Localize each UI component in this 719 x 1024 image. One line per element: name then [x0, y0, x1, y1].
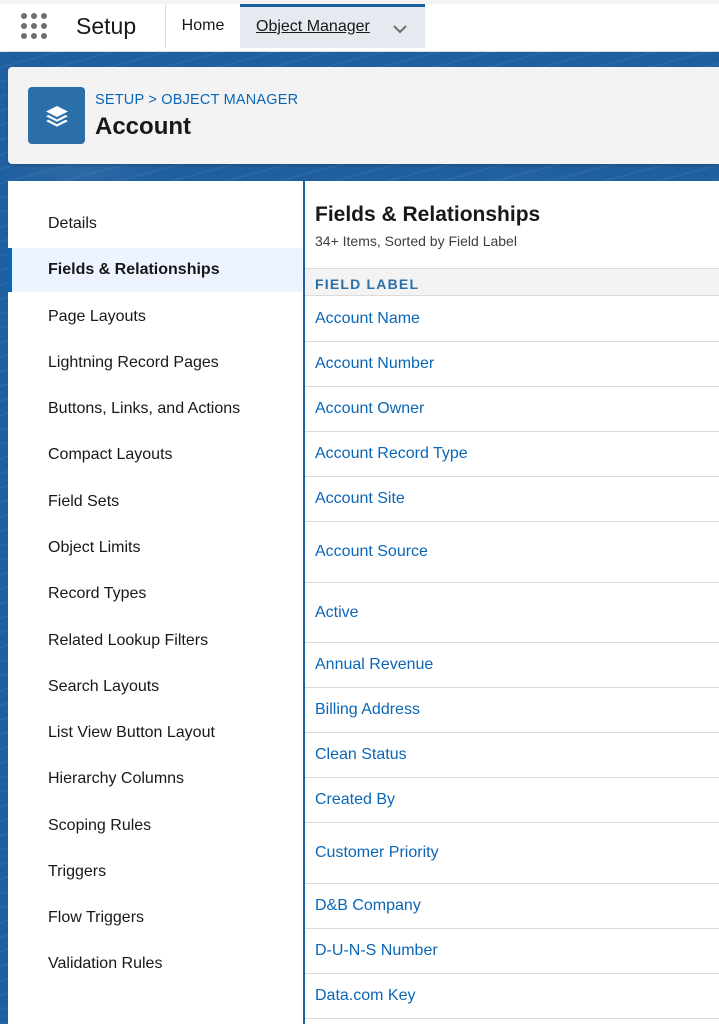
fields-relationships-panel [305, 181, 719, 1024]
sidebar-item-label: Fields & Relationships [48, 261, 220, 278]
field-link[interactable]: Active [315, 603, 359, 621]
app-launcher-grid-icon[interactable] [18, 10, 50, 42]
sidebar-item-label: Related Lookup Filters [48, 632, 209, 649]
sidebar-item-hierarchy-columns[interactable] [8, 757, 303, 801]
object-header [8, 67, 719, 164]
sidebar-item-label: Scoping Rules [48, 817, 152, 834]
sidebar-item-fields-relationships[interactable] [8, 248, 303, 292]
section-title: Fields & Relationships [315, 203, 541, 226]
table-row [305, 583, 719, 643]
breadcrumb-object-manager-link[interactable]: OBJECT MANAGER [161, 92, 299, 108]
sidebar-item-compact-layouts[interactable] [8, 433, 303, 477]
table-row [305, 929, 719, 974]
tab-object-manager[interactable] [240, 4, 425, 48]
field-link[interactable]: Billing Address [315, 701, 420, 718]
app-title: Setup [76, 13, 137, 39]
sidebar-item-label: Record Types [48, 585, 147, 602]
field-link[interactable]: Account Name [315, 309, 420, 327]
sidebar-item-validation-rules[interactable] [8, 942, 303, 986]
column-header-label: FIELD LABEL [315, 276, 420, 292]
sidebar-item-related-lookup-filters[interactable] [8, 619, 303, 663]
table-row [305, 823, 719, 884]
sidebar-item-label: Hierarchy Columns [48, 770, 185, 787]
global-header [0, 0, 719, 52]
sidebar-item-label: Validation Rules [48, 955, 163, 972]
sidebar-item-list-view-button-layout[interactable] [8, 711, 303, 755]
field-link[interactable]: Data.com Key [315, 987, 416, 1004]
layers-icon [28, 87, 85, 144]
sidebar-item-label: Lightning Record Pages [48, 354, 219, 371]
field-link[interactable]: Account Site [315, 490, 405, 507]
sidebar-item-triggers[interactable] [8, 850, 303, 894]
table-row [305, 342, 719, 387]
field-link[interactable]: Account Source [315, 543, 428, 560]
table-row [305, 432, 719, 477]
sidebar-item-field-sets[interactable] [8, 480, 303, 524]
field-link[interactable]: Customer Priority [315, 844, 439, 861]
breadcrumb [95, 92, 298, 108]
field-link[interactable]: Created By [315, 791, 396, 808]
tab-home[interactable] [166, 4, 240, 48]
sidebar-item-record-types[interactable] [8, 572, 303, 616]
breadcrumb-setup-link[interactable]: SETUP [95, 92, 145, 108]
sidebar-item-label: Compact Layouts [48, 446, 173, 463]
field-link[interactable]: Account Record Type [315, 445, 468, 462]
column-header-field-label[interactable] [305, 268, 719, 296]
sidebar-item-label: Search Layouts [48, 678, 160, 695]
table-row [305, 296, 719, 342]
sidebar-item-details[interactable] [8, 202, 303, 246]
page-title: Account [95, 113, 191, 140]
field-link[interactable]: Annual Revenue [315, 656, 434, 673]
table-row [305, 974, 719, 1019]
sidebar-item-label: Object Limits [48, 539, 141, 556]
sidebar-item-label: Field Sets [48, 493, 120, 510]
sidebar-item-label: Details [48, 215, 97, 232]
section-subtitle: 34+ Items, Sorted by Field Label [315, 233, 517, 249]
sidebar-item-search-layouts[interactable] [8, 665, 303, 709]
table-row [305, 643, 719, 688]
sidebar-item-buttons-links-actions[interactable] [8, 387, 303, 431]
sidebar-item-label: List View Button Layout [48, 724, 215, 741]
breadcrumb-separator: > [148, 92, 157, 108]
sidebar-item-label: Flow Triggers [48, 909, 145, 926]
sidebar-item-object-limits[interactable] [8, 526, 303, 570]
sidebar-item-scoping-rules[interactable] [8, 804, 303, 848]
table-row [305, 387, 719, 432]
field-link[interactable]: Clean Status [315, 746, 407, 763]
sidebar-item-label: Buttons, Links, and Actions [48, 400, 241, 417]
field-link[interactable]: D&B Company [315, 897, 421, 914]
field-link[interactable]: Account Owner [315, 400, 425, 417]
table-row [305, 884, 719, 929]
sidebar-item-flow-triggers[interactable] [8, 896, 303, 940]
table-row [305, 778, 719, 823]
sidebar-item-label: Triggers [48, 863, 107, 880]
tab-object-manager-label: Object Manager [256, 18, 370, 35]
tab-home-label: Home [181, 17, 225, 34]
sidebar-item-label: Page Layouts [48, 308, 146, 325]
sidebar-item-page-layouts[interactable] [8, 295, 303, 339]
chevron-down-icon[interactable] [392, 22, 408, 34]
object-sidebar [8, 181, 303, 1024]
sidebar-item-lightning-record-pages[interactable] [8, 341, 303, 385]
field-link[interactable]: Account Number [315, 355, 435, 372]
table-row [305, 688, 719, 733]
table-row [305, 477, 719, 522]
field-link[interactable]: D-U-N-S Number [315, 942, 438, 959]
table-row [305, 522, 719, 583]
table-row [305, 733, 719, 778]
